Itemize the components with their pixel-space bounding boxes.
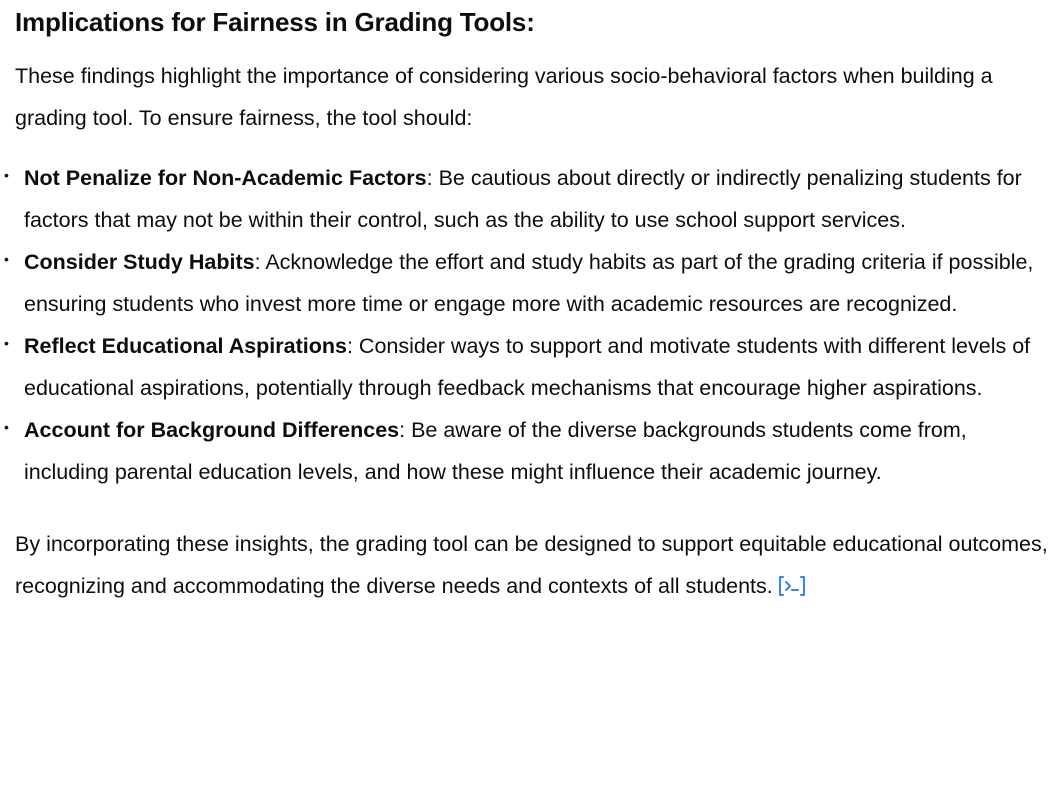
list-item bbox=[0, 409, 1051, 493]
message-content bbox=[4, 0, 1051, 611]
list-item-title: Reflect Educational Aspirations bbox=[24, 334, 347, 358]
list-item-title: Account for Background Differences bbox=[24, 418, 400, 442]
list-item-title: Not Penalize for Non-Academic Factors bbox=[24, 166, 427, 190]
list-item bbox=[0, 325, 1051, 409]
list-item-text: : Acknowledge the effort and study habits as part of the grading criteria if possible, ensuring students who invest more time or engage more with academic resources are recognized. bbox=[24, 250, 1034, 316]
bullet-icon: • bbox=[4, 419, 9, 435]
list-item-title: Consider Study Habits bbox=[24, 250, 255, 274]
recommendation-list bbox=[0, 157, 1051, 493]
list-item bbox=[0, 157, 1051, 241]
list-item-text: : Be aware of the diverse backgrounds students come from, including parental education levels, and how these might influence their academic journey. bbox=[24, 418, 967, 484]
code-interpreter-icon[interactable] bbox=[777, 569, 807, 611]
outro-paragraph bbox=[15, 523, 1051, 611]
list-item-text: : Be cautious about directly or indirectly penalizing students for factors that may not be within their control, such as the ability to use school support services. bbox=[24, 166, 1022, 232]
bullet-icon: • bbox=[4, 335, 9, 351]
bullet-icon: • bbox=[4, 251, 9, 267]
bullet-icon: • bbox=[4, 167, 9, 183]
outro-text: By incorporating these insights, the grading tool can be designed to support equitable educational outcomes, recognizing and accommodating the diverse needs and contexts of all students. bbox=[15, 532, 1048, 598]
list-item-text: : Consider ways to support and motivate students with different levels of educational aspirations, potentially through feedback mechanisms that encourage higher aspirations. bbox=[24, 334, 1031, 400]
intro-paragraph: These findings highlight the importance of considering various socio-behavioral factors when building a grading tool. To ensure fairness, the tool should: bbox=[15, 64, 993, 130]
list-item bbox=[0, 241, 1051, 325]
section-heading: Implications for Fairness in Grading Tools: bbox=[15, 7, 535, 37]
